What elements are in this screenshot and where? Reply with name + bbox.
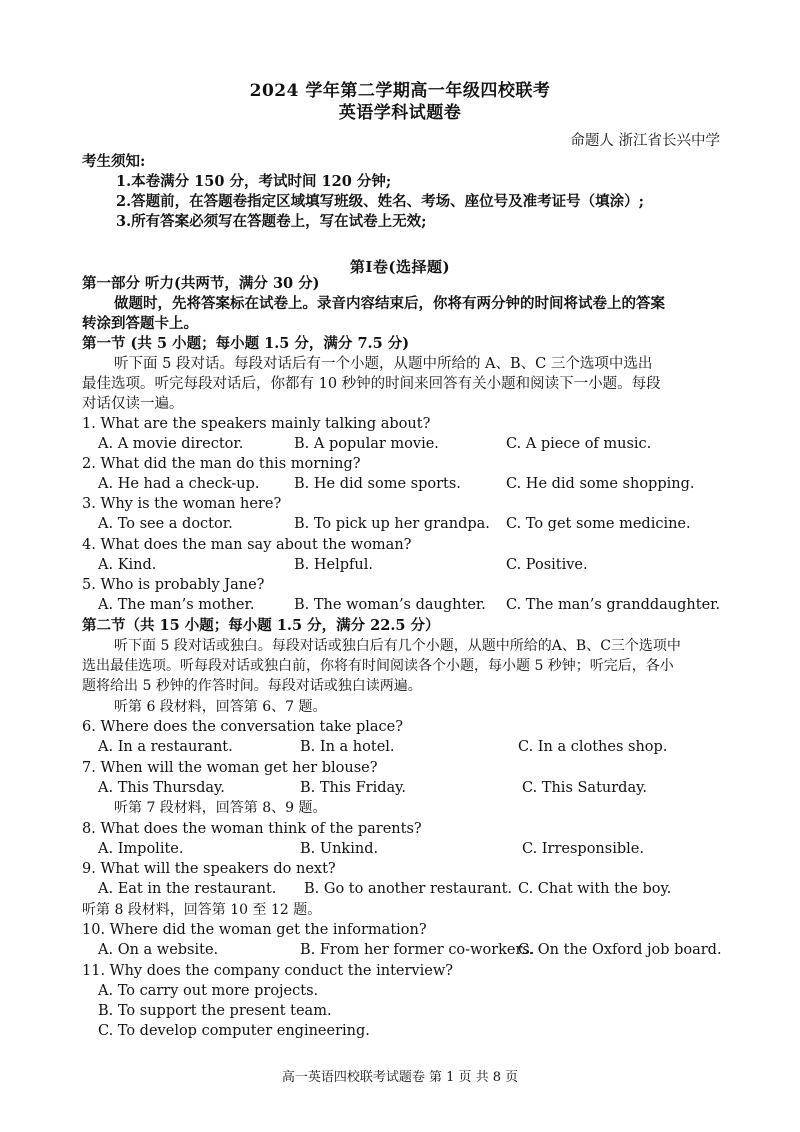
page-footer: 高一英语四校联考试题卷 第 1 页 共 8 页 [281,1070,519,1085]
question-4: 4. What does the man say about the woman? [82,537,412,553]
q1-option-c: C. A piece of music. [506,436,652,452]
q11-option-b: B. To support the present team. [98,1003,332,1019]
q2-option-a: A. He had a check-up. [98,476,260,492]
q1-option-a: A. A movie director. [98,436,244,452]
q5-option-b: B. The woman’s daughter. [294,597,486,613]
question-7: 7. When will the woman get her blouse? [82,760,378,776]
part1-instruction-line1: 做题时，先将答案标在试卷上。录音内容结束后，你将有两分钟的时间将试卷上的答案 [114,295,665,312]
q2-option-b: B. He did some sports. [294,476,461,492]
q1-option-b: B. A popular movie. [294,436,439,452]
q10-option-a: A. On a website. [98,942,219,958]
notice-heading: 考生须知: [82,153,146,170]
section2-instruction-line3: 题将给出 5 秒钟的作答时间。每段对话或独白读两遍。 [82,678,422,694]
question-8: 8. What does the woman think of the parents? [82,821,422,837]
q7-option-c: C. This Saturday. [522,780,647,796]
material-6-note: 听第 6 段材料，回答第 6、7 题。 [114,699,327,715]
question-5: 5. Who is probably Jane? [82,577,265,593]
section2-instruction-line1: 听下面 5 段对话或独白。每段对话或独白后有几个小题，从题中所给的A、B、C三个选项中 [114,638,681,654]
material-7-note: 听第 7 段材料，回答第 8、9 题。 [114,800,327,816]
q6-option-c: C. In a clothes shop. [518,739,668,755]
part1-instruction-line2: 转涂到答题卡上。 [82,315,198,332]
q2-option-c: C. He did some shopping. [506,476,695,492]
exam-title: 2024 学年第二学期高一年级四校联考 [249,81,551,101]
q3-option-c: C. To get some medicine. [506,516,691,532]
volume-title: 第Ⅰ卷(选择题) [349,258,451,276]
section2-instruction-line2: 选出最佳选项。听每段对话或独白前，你将有时间阅读各个小题，每小题 5 秒钟；听完后，各小 [82,658,674,674]
exam-author: 命题人 浙江省长兴中学 [570,133,720,149]
question-1: 1. What are the speakers mainly talking about? [82,416,431,432]
section2-heading: 第二节（共 15 小题；每小题 1.5 分，满分 22.5 分） [82,617,440,634]
question-2: 2. What did the man do this morning? [82,456,361,472]
q11-option-c: C. To develop computer engineering. [98,1023,370,1039]
section1-instruction-line2: 最佳选项。听完每段对话后，你都有 10 秒钟的时间来回答有关小题和阅读下一小题。每段 [82,376,661,392]
q3-option-b: B. To pick up her grandpa. [294,516,490,532]
q4-option-b: B. Helpful. [294,557,373,573]
q7-option-b: B. This Friday. [300,780,407,796]
q9-option-c: C. Chat with the boy. [518,881,672,897]
exam-subtitle: 英语学科试题卷 [338,103,462,123]
q3-option-a: A. To see a doctor. [98,516,233,532]
q9-option-a: A. Eat in the restaurant. [98,881,277,897]
q7-option-a: A. This Thursday. [98,780,225,796]
q8-option-c: C. Irresponsible. [522,841,644,857]
q10-option-b: B. From her former co-workers. [300,942,535,958]
section1-instruction-line1: 听下面 5 段对话。每段对话后有一个小题，从题中所给的 A、B、C 三个选项中选出 [114,356,653,372]
question-10: 10. Where did the woman get the information? [82,922,427,938]
q9-option-b: B. Go to another restaurant. [304,881,513,897]
question-9: 9. What will the speakers do next? [82,861,336,877]
q5-option-a: A. The man’s mother. [98,597,255,613]
q4-option-a: A. Kind. [98,557,157,573]
notice-item-1: 1.本卷满分 150 分，考试时间 120 分钟; [116,173,392,190]
question-6: 6. Where does the conversation take place? [82,719,403,735]
section1-heading: 第一节 (共 5 小题；每小题 1.5 分，满分 7.5 分) [82,335,410,352]
q6-option-a: A. In a restaurant. [98,739,233,755]
material-8-note: 听第 8 段材料，回答第 10 至 12 题。 [82,902,322,918]
section1-instruction-line3: 对话仅读一遍。 [82,396,184,412]
question-11: 11. Why does the company conduct the interview? [82,963,454,979]
notice-item-3: 3.所有答案必须写在答题卷上，写在试卷上无效; [116,213,427,230]
q8-option-b: B. Unkind. [300,841,379,857]
notice-item-2: 2.答题前，在答题卷指定区域填写班级、姓名、考场、座位号及准考证号（填涂）; [116,193,644,210]
question-3: 3. Why is the woman here? [82,496,282,512]
q4-option-c: C. Positive. [506,557,588,573]
q11-option-a: A. To carry out more projects. [98,983,319,999]
part1-heading: 第一部分 听力(共两节，满分 30 分) [82,275,320,292]
q6-option-b: B. In a hotel. [300,739,395,755]
q10-option-c: C. On the Oxford job board. [518,942,722,958]
q8-option-a: A. Impolite. [98,841,184,857]
q5-option-c: C. The man’s granddaughter. [506,597,721,613]
